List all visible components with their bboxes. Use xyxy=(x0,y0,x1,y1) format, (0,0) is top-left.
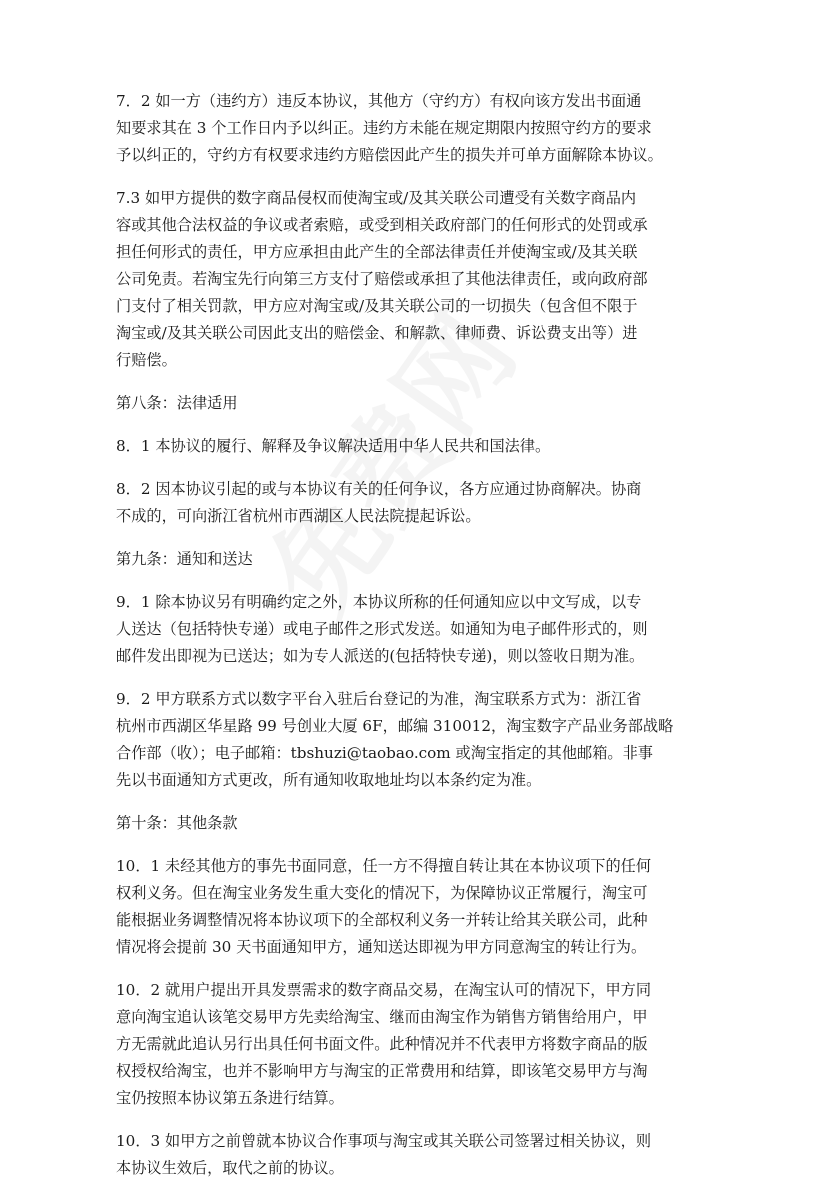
text-line: 方无需就此追认另行出具任何书面文件。此种情况并不代表甲方将数字商品的版 xyxy=(116,1035,648,1053)
text-line: 宝仍按照本协议第五条进行结算。 xyxy=(116,1089,344,1107)
text-line: 8．2 因本协议引起的或与本协议有关的任何争议，各方应通过协商解决。协商 xyxy=(116,480,642,498)
text-line: 权利义务。但在淘宝业务发生重大变化的情况下，为保障协议正常履行，淘宝可 xyxy=(116,884,648,902)
paragraph-10-1 xyxy=(116,853,720,961)
section-heading: 第八条：法律适用 xyxy=(116,394,238,412)
text-line: 邮件发出即视为已送达；如为专人派送的(包括特快专递)，则以签收日期为准。 xyxy=(116,647,645,665)
text-line: 9．2 甲方联系方式以数字平台入驻后台登记的为准，淘宝联系方式为：浙江省 xyxy=(116,690,642,708)
text-line: 杭州市西湖区华星路 99 号创业大厦 6F，邮编 310012，淘宝数字产品业务部战略 xyxy=(116,717,674,735)
text-line: 7．2 如一方（违约方）违反本协议，其他方（守约方）有权向该方发出书面通 xyxy=(116,92,642,110)
text-line: 10．2 就用户提出开具发票需求的数字商品交易，在淘宝认可的情况下，甲方同 xyxy=(116,981,652,999)
paragraph-9-1 xyxy=(116,589,720,670)
text-line: 予以纠正的，守约方有权要求违约方赔偿因此产生的损失并可单方面解除本协议。 xyxy=(116,146,663,164)
paragraph-7-3 xyxy=(116,185,720,374)
section-heading-8 xyxy=(116,390,720,417)
text-line: 能根据业务调整情况将本协议项下的全部权利义务一并转让给其关联公司，此种 xyxy=(116,911,648,929)
text-line: 10．1 未经其他方的事先书面同意，任一方不得擅自转让其在本协议项下的任何 xyxy=(116,857,652,875)
text-line: 意向淘宝追认该笔交易甲方先卖给淘宝、继而由淘宝作为销售方销售给用户，甲 xyxy=(116,1008,648,1026)
text-line: 人送达（包括特快专递）或电子邮件之形式发送。如通知为电子邮件形式的，则 xyxy=(116,620,648,638)
paragraph-8-1 xyxy=(116,433,720,460)
text-line: 8．1 本协议的履行、解释及争议解决适用中华人民共和国法律。 xyxy=(116,437,551,455)
paragraph-7-2 xyxy=(116,88,720,169)
text-line: 容或其他合法权益的争议或者索赔，或受到相关政府部门的任何形式的处罚或承 xyxy=(116,216,648,234)
text-line: 公司免责。若淘宝先行向第三方支付了赔偿或承担了其他法律责任，或向政府部 xyxy=(116,270,648,288)
text-line: 7.3 如甲方提供的数字商品侵权而使淘宝或/及其关联公司遭受有关数字商品内 xyxy=(116,189,637,207)
section-heading: 第十条：其他条款 xyxy=(116,814,238,832)
document-body xyxy=(116,88,720,1182)
text-line: 淘宝或/及其关联公司因此支出的赔偿金、和解款、律师费、诉讼费支出等）进 xyxy=(116,324,638,342)
text-line: 权授权给淘宝，也并不影响甲方与淘宝的正常费用和结算，即该笔交易甲方与淘 xyxy=(116,1062,648,1080)
paragraph-8-2 xyxy=(116,476,720,530)
text-line: 情况将会提前 30 天书面通知甲方，通知送达即视为甲方同意淘宝的转让行为。 xyxy=(116,938,647,956)
text-line: 不成的，可向浙江省杭州市西湖区人民法院提起诉讼。 xyxy=(116,507,481,525)
text-line: 先以书面通知方式更改，所有通知收取地址均以本条约定为准。 xyxy=(116,771,542,789)
text-line: 门支付了相关罚款，甲方应对淘宝或/及其关联公司的一切损失（包含但不限于 xyxy=(116,297,638,315)
paragraph-9-2 xyxy=(116,686,720,794)
text-line: 行赔偿。 xyxy=(116,351,177,369)
text-line: 担任何形式的责任，甲方应承担由此产生的全部法律责任并使淘宝或/及其关联 xyxy=(116,243,638,261)
paragraph-10-2 xyxy=(116,977,720,1112)
text-line: 本协议生效后，取代之前的协议。 xyxy=(116,1159,344,1177)
text-line: 合作部（收）；电子邮箱：tbshuzi@taobao.com 或淘宝指定的其他邮箱。非事 xyxy=(116,744,653,762)
text-line: 9．1 除本协议另有明确约定之外，本协议所称的任何通知应以中文写成，以专 xyxy=(116,593,642,611)
text-line: 知要求其在 3 个工作日内予以纠正。违约方未能在规定期限内按照守约方的要求 xyxy=(116,119,652,137)
section-heading: 第九条：通知和送达 xyxy=(116,550,253,568)
section-heading-10 xyxy=(116,810,720,837)
text-line: 10．3 如甲方之前曾就本协议合作事项与淘宝或其关联公司签署过相关协议，则 xyxy=(116,1132,652,1150)
section-heading-9 xyxy=(116,546,720,573)
